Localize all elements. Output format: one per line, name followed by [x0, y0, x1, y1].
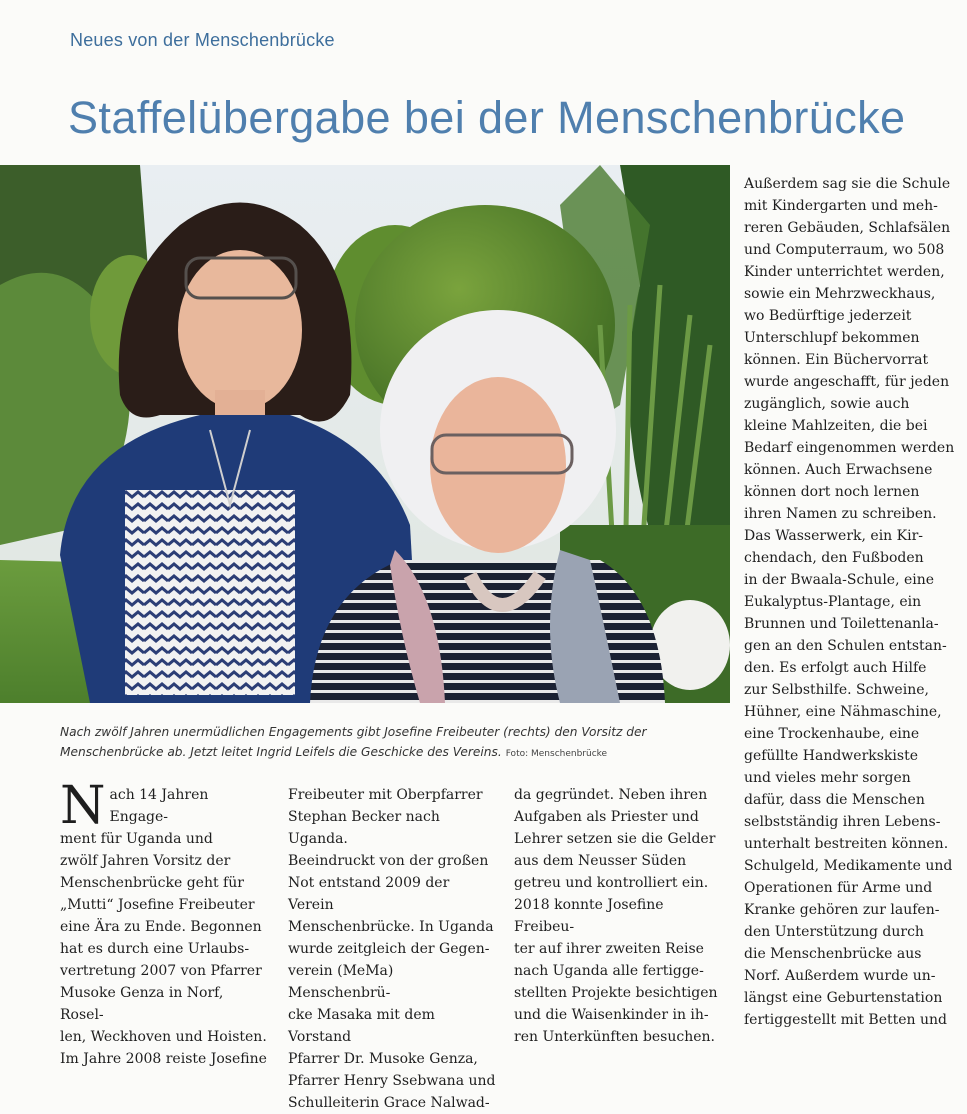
article-photo	[0, 165, 730, 703]
article-column-right: Außerdem sag sie die Schule mit Kindergarten und meh- reren Gebäuden, Schlafsälen und Computerraum, wo 508 Kinder unterrichtet werden, sowie ein Mehrzweckhaus, wo Bedürftige jederzeit Unterschlupf bekommen können. Ein Büchervorrat wurde angeschafft, für jeden zugänglich, sowie auch kleine Mahlzeiten, die bei Bedarf eingenommen werden können. Auch Erwachsene können dort noch lernen ihren Namen zu schreiben. Das Wasserwerk, ein Kir- chendach, den Fußboden in der Bwaala-Schule, eine Eukalyptus-Plantage, ein Brunnen und Toilettenanla- gen an den Schulen entstan- den. Es erfolgt auch Hilfe zur Selbsthilfe. Schweine, Hühner, eine Nähmaschine, eine Trockenhaube, eine gefüllte Handwerkskiste und vieles mehr sorgen dafür, dass die Menschen selbstständig ihren Lebens- unterhalt bestreiten können. Schulgeld, Medikamente und Operationen für Arme und Kranke gehören zur laufen- den Unterstützung durch die Menschenbrücke aus Norf. Außerdem wurde un- längst eine Geburtenstation fertiggestellt mit Betten und	[744, 176, 955, 1028]
article-column-2: Freibeuter mit Oberpfarrer Stephan Becker nach Uganda. Beeindruckt von der großen Not entstand 2009 der Verein Menschenbrücke. In Uganda wurde zeitgleich der Gegen- verein (MeMa) Menschenbrü- cke Masaka mit dem Vorstand Pfarrer Dr. Musoke Genza, Pfarrer Henry Ssebwana und Schulleiterin Grace Nalwad-	[288, 787, 496, 1111]
kicker: Neues von der Menschenbrücke	[70, 30, 335, 50]
dropcap: N	[60, 776, 106, 836]
photo-caption	[60, 722, 730, 764]
headline: Staffelübergabe bei der Menschenbrücke	[68, 92, 906, 143]
article-column-3: da gegründet. Neben ihren Aufgaben als Priester und Lehrer setzen sie die Gelder aus dem Neusser Süden getreu und kontrolliert ein. 2018 konnte Josefine Freibeu- ter auf ihrer zweiten Reise nach Uganda alle fertigge- stellten Projekte besichtigen und die Waisenkinder in ih- ren Unterkünften besuchen.	[514, 787, 718, 1045]
caption-text: Nach zwölf Jahren unermüdlichen Engagements gibt Josefine Freibeuter (rechts) den Vorsitz der Menschenbrücke ab. Jetzt leitet Ingrid Leifels die Geschicke des Vereins.	[60, 725, 647, 759]
article-column-1	[60, 776, 270, 1070]
photo-credit: Foto: Menschenbrücke	[505, 749, 608, 759]
column-1-text: ach 14 Jahren Engage- ment für Uganda und zwölf Jahren Vorsitz der Menschenbrücke geht für „Mutti“ Josefine Freibeuter eine Ära zu Ende. Begonnen hat es durch eine Urlaubs- vertretung 2007 von Pfarrer Musoke Genza in Norf, Rosel- len, Weckhoven und Hoisten. Im Jahre 2008 reiste Josefine	[60, 787, 267, 1067]
